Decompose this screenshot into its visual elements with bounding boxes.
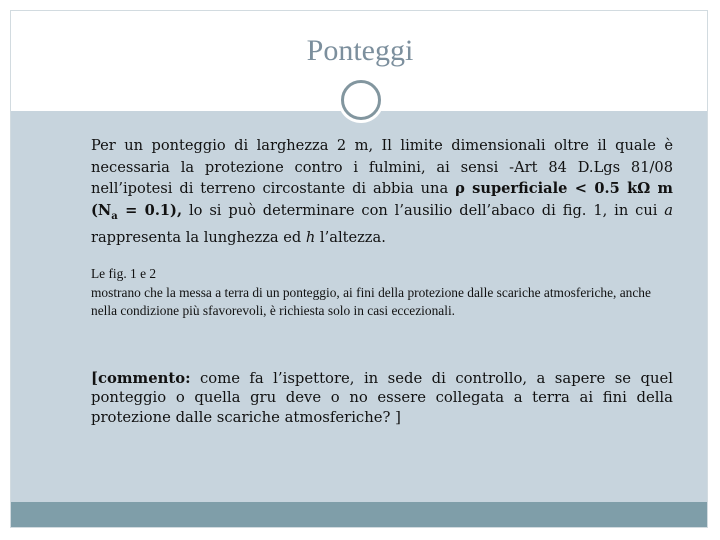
p1-text-2: lo si può determinare con l’ausilio dell’abaco di fig. 1, in cui <box>182 201 665 219</box>
p1-text-4: l’altezza. <box>315 229 386 247</box>
p2-line-1: Le fig. 1 e 2 <box>91 266 157 281</box>
title-ornament-circle-icon <box>341 80 381 120</box>
p1-bold-1: ρ superficiale < 0.5 kΩ m (N <box>91 180 673 219</box>
bottom-bar <box>11 502 707 527</box>
p1-var-a: a <box>664 201 673 219</box>
p2-line-2: mostrano che la messa a terra di un ponteggio, ai fini della protezione dalle scariche atmosferiche, anche nella condizione più sfavorevoli, è richiesta solo in casi eccezionali. <box>91 284 651 319</box>
p3-comment-label: [commento: <box>91 370 191 387</box>
p1-bold-subscript: a <box>111 210 118 222</box>
paragraph-limits <box>91 135 673 249</box>
p1-bold-2: = 0.1), <box>117 201 183 219</box>
slide-title: Ponteggi <box>306 34 414 67</box>
p3-comment-text: come fa l’ispettore, in sede di controllo, a sapere se quel ponteggio o quella gru deve o no essere collegata a terra ai fini della protezione dalle scariche atmosferiche? ] <box>91 370 673 426</box>
p1-var-h: h <box>305 229 316 247</box>
p1-text-3: rappresenta la lunghezza ed <box>91 229 306 247</box>
paragraph-comment <box>91 369 673 427</box>
p1-text-1: Per un ponteggio di larghezza 2 m, Il limite dimensionali oltre il quale è necessaria la protezione contro i fulmini, ai sensi -Art 84 D.Lgs 81/08 nell’ipotesi di terreno circostante di abbia una <box>91 137 673 198</box>
paragraph-figures <box>91 265 673 321</box>
